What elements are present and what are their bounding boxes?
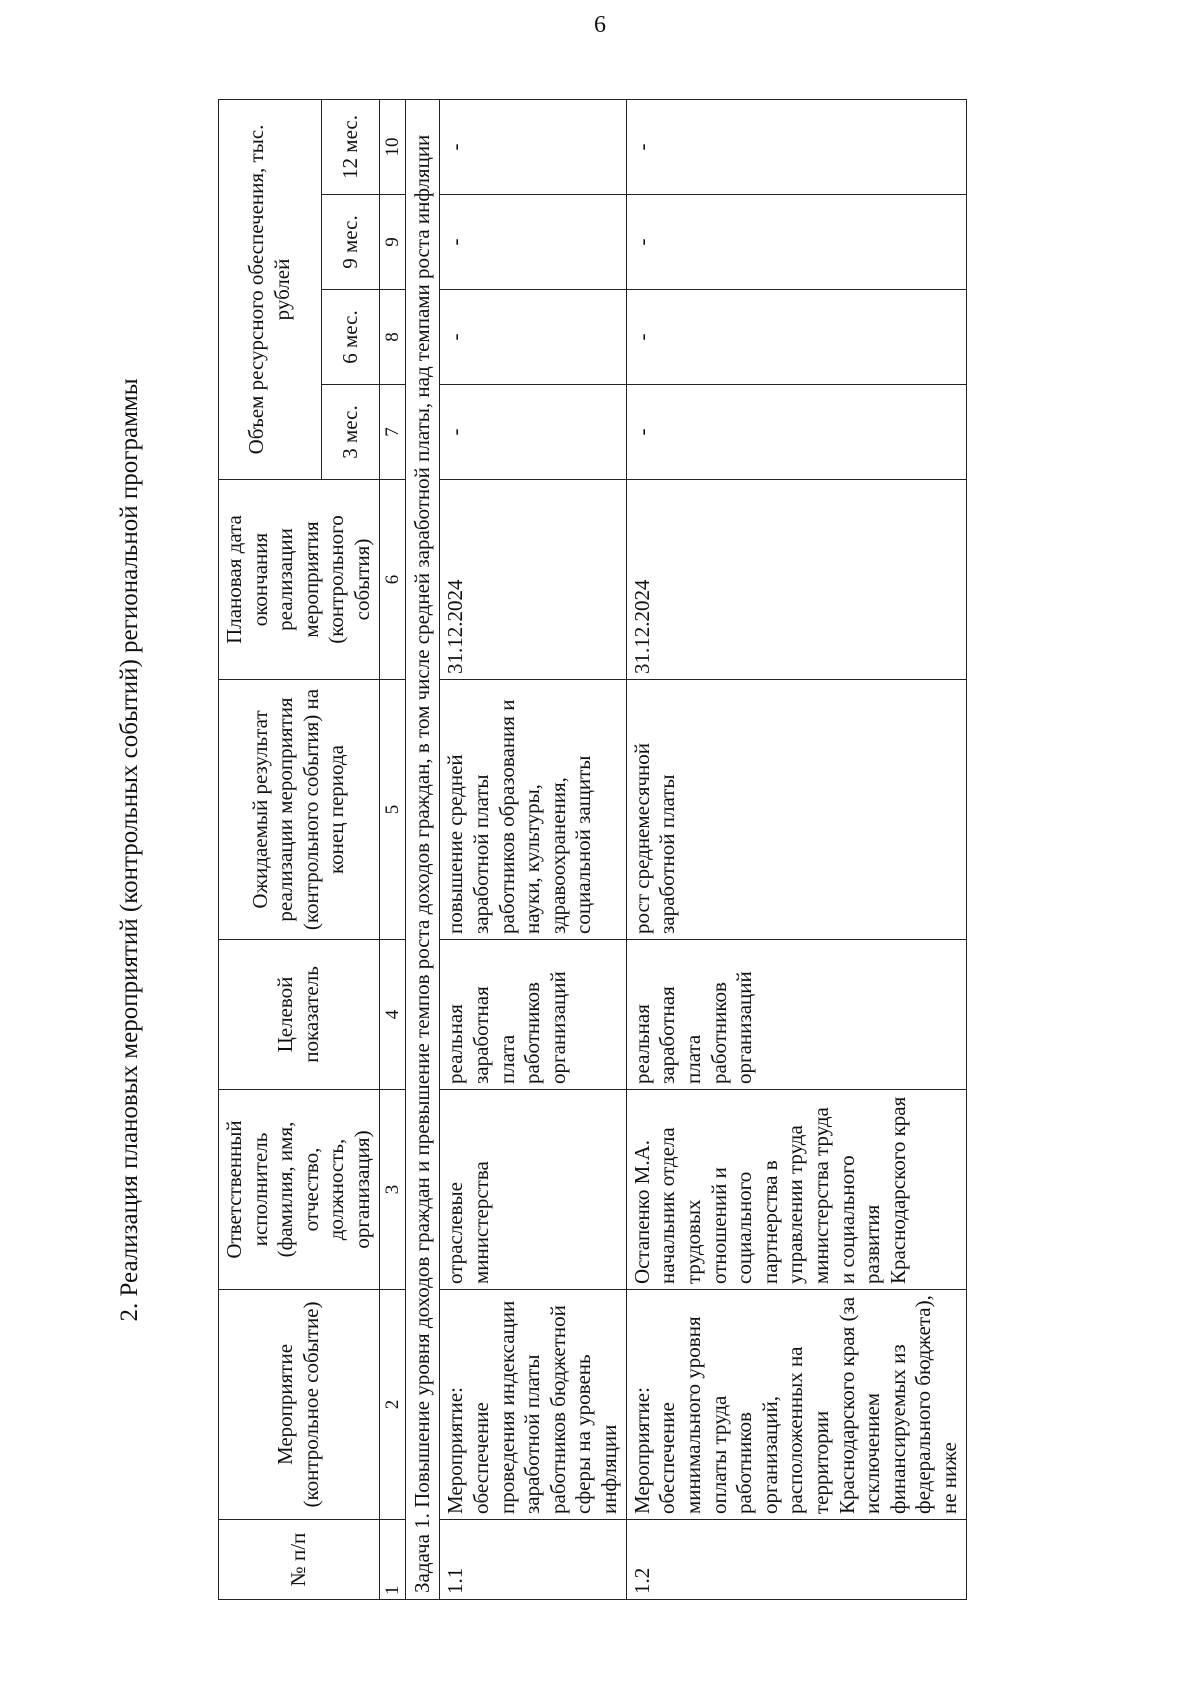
table-row (440, 99, 626, 1599)
task-row (405, 99, 440, 1599)
task-heading: Задача 1. Повышение уровня доходов граждан и превышение темпов роста доходов граждан, в том числе средней заработной платы, над темпами роста инфляции (405, 99, 440, 1599)
column-number: 2 (379, 1290, 405, 1520)
row-target: реальная заработная плата работников организаций (626, 940, 966, 1090)
header-m6: 6 мес. (321, 290, 379, 385)
column-numbers-row (379, 99, 405, 1599)
column-number: 10 (379, 99, 405, 194)
row-target: реальная заработная плата работников организаций (440, 940, 626, 1090)
row-responsible: Остапенко М.А. начальник отдела трудовых отношений и социального партнерства в управлении труда министерства труда и социального развития Краснодарского края (626, 1090, 966, 1290)
column-number: 5 (379, 680, 405, 940)
section-title: 2. Реализация плановых мероприятий (контрольных событий) региональной программы (116, 378, 143, 1322)
header-responsible: Ответственный исполнитель (фамилия, имя, отчество, должность, организация) (219, 1090, 380, 1290)
row-m12: - (440, 99, 626, 194)
column-number: 1 (379, 1520, 405, 1600)
column-number: 3 (379, 1090, 405, 1290)
header-num: № п/п (219, 1520, 380, 1600)
header-event: Мероприятие (контрольное событие) (219, 1290, 380, 1520)
column-number: 4 (379, 940, 405, 1090)
row-m3: - (626, 385, 966, 480)
header-date: Плановая дата окончания реализации мероприятия (контрольного события) (219, 480, 380, 680)
row-event: Мероприятие: обеспечение проведения индексации заработной платы работников бюджетной сферы на уровень инфляции (440, 1290, 626, 1520)
row-m3: - (440, 385, 626, 480)
row-num: 1.2 (626, 1520, 966, 1600)
row-m9: - (440, 195, 626, 290)
row-date: 31.12.2024 (626, 480, 966, 680)
row-m12: - (626, 99, 966, 194)
header-m9: 9 мес. (321, 195, 379, 290)
row-result: рост среднемесячной заработной платы (626, 680, 966, 940)
row-m9: - (626, 195, 966, 290)
row-result: повышение средней заработной платы работников образования и науки, культуры, здравоохранения, социальной защиты (440, 680, 626, 940)
column-number: 7 (379, 385, 405, 480)
row-num: 1.1 (440, 1520, 626, 1600)
header-target: Целевой показатель (219, 940, 380, 1090)
column-number: 9 (379, 195, 405, 290)
column-number: 6 (379, 480, 405, 680)
row-date: 31.12.2024 (440, 480, 626, 680)
column-number: 8 (379, 290, 405, 385)
events-table (218, 99, 967, 1600)
row-m6: - (626, 290, 966, 385)
header-m12: 12 мес. (321, 99, 379, 194)
rotated-page-content (100, 100, 1110, 1600)
table-row (626, 99, 966, 1599)
page-number: 6 (594, 12, 606, 38)
header-m3: 3 мес. (321, 385, 379, 480)
row-responsible: отраслевые министерства (440, 1090, 626, 1290)
header-row-1 (219, 99, 322, 1599)
row-m6: - (440, 290, 626, 385)
header-resource: Объем ресурсного обеспечения, тыс. рублей (219, 99, 322, 479)
header-result: Ожидаемый результат реализации мероприятия (контрольного события) на конец периода (219, 680, 380, 940)
row-event: Мероприятие: обеспечение минимального уровня оплаты труда работников организаций, расположенных на территории Краснодарского края (за исключением финансируемых из федерального бюджета), не ниже (626, 1290, 966, 1520)
